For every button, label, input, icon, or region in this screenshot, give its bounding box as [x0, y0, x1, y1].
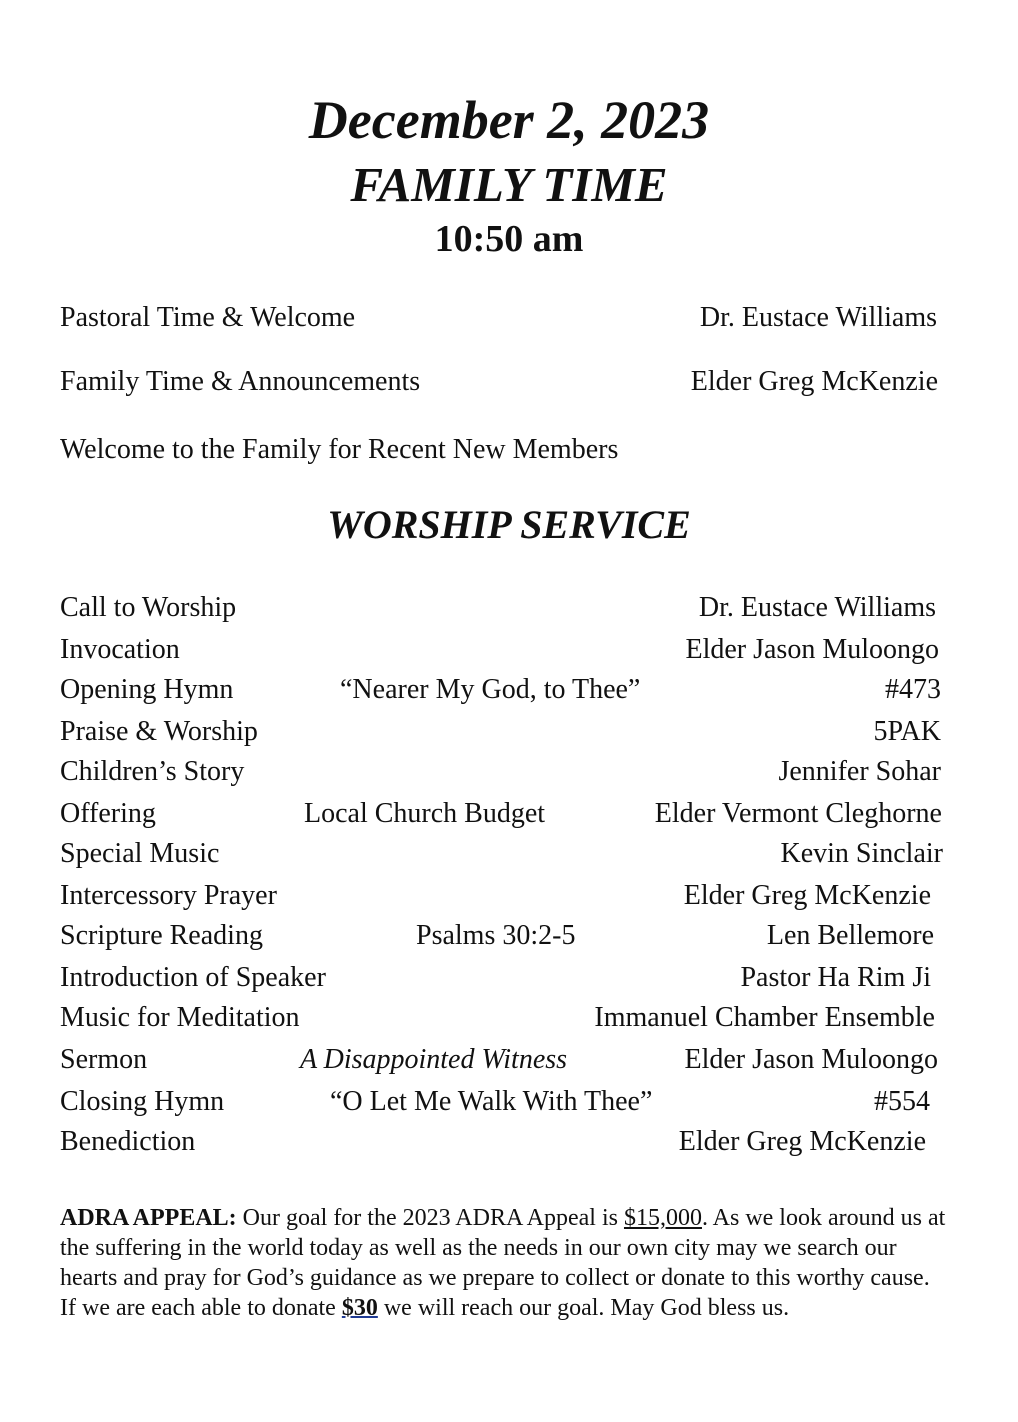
family-time-person: Elder Greg McKenzie [690, 366, 938, 397]
program-person: 5PAK [873, 716, 941, 747]
program-item: Intercessory Prayer [60, 880, 277, 911]
program-detail: “O Let Me Walk With Thee” [330, 1086, 653, 1117]
program-person: Kevin Sinclair [780, 838, 943, 869]
adra-appeal-label: ADRA APPEAL: [60, 1205, 237, 1231]
worship-service-heading: WORSHIP SERVICE [327, 502, 691, 547]
service-date: December 2, 2023 [308, 90, 710, 150]
program-person: Elder Vermont Cleghorne [654, 798, 942, 829]
program-item: Call to Worship [60, 592, 237, 623]
family-time-item: Family Time & Announcements [60, 366, 421, 397]
program-person: Jennifer Sohar [778, 756, 941, 787]
program-person: Immanuel Chamber Ensemble [594, 1002, 935, 1033]
program-person: Elder Greg McKenzie [683, 880, 931, 911]
program-item: Sermon [60, 1044, 148, 1075]
program-detail: “Nearer My God, to Thee” [340, 674, 641, 705]
family-time-person: Dr. Eustace Williams [699, 302, 937, 333]
program-person: Elder Greg McKenzie [678, 1126, 926, 1157]
appeal-goal-amount: $15,000 [623, 1205, 702, 1231]
sermon-title: A Disappointed Witness [300, 1044, 568, 1075]
program-item: Special Music [60, 838, 220, 869]
appeal-donation-amount: $30 [341, 1295, 378, 1321]
appeal-text: Our goal for the 2023 ADRA Appeal is [236, 1205, 624, 1231]
family-time-item: Pastoral Time & Welcome [60, 302, 356, 333]
program-item: Offering [60, 798, 156, 829]
program-item: Introduction of Speaker [60, 962, 326, 993]
family-time-item: Welcome to the Family for Recent New Members [60, 434, 619, 465]
program-item: Opening Hymn [60, 674, 234, 705]
program-person: Len Bellemore [766, 920, 934, 951]
program-person: #473 [885, 674, 941, 705]
appeal-text: . As we look around us at the suffering in the world today as well as the needs in our own city may we search our hearts and pray for God’s guidance as we prepare to collect or donate to this worthy cause. If we are each able to donate [60, 1205, 946, 1321]
program-detail: Psalms 30:2-5 [416, 920, 576, 951]
program-item: Music for Meditation [60, 1002, 300, 1033]
program-person: #554 [874, 1086, 930, 1117]
page-title: FAMILY TIME [350, 157, 668, 212]
program-item: Praise & Worship [60, 716, 258, 747]
program-detail: Local Church Budget [304, 798, 546, 829]
adra-appeal-paragraph [60, 1203, 950, 1323]
program-person: Elder Jason Muloongo [685, 634, 939, 665]
service-time: 10:50 am [434, 218, 584, 260]
program-person: Dr. Eustace Williams [698, 592, 936, 623]
program-item: Children’s Story [60, 756, 245, 787]
program-person: Pastor Ha Rim Ji [740, 962, 931, 993]
program-item: Scripture Reading [60, 920, 263, 951]
program-item: Closing Hymn [60, 1086, 225, 1117]
program-person: Elder Jason Muloongo [684, 1044, 938, 1075]
appeal-text: we will reach our goal. May God bless us. [377, 1295, 790, 1321]
program-item: Invocation [60, 634, 180, 665]
program-item: Benediction [60, 1126, 196, 1157]
